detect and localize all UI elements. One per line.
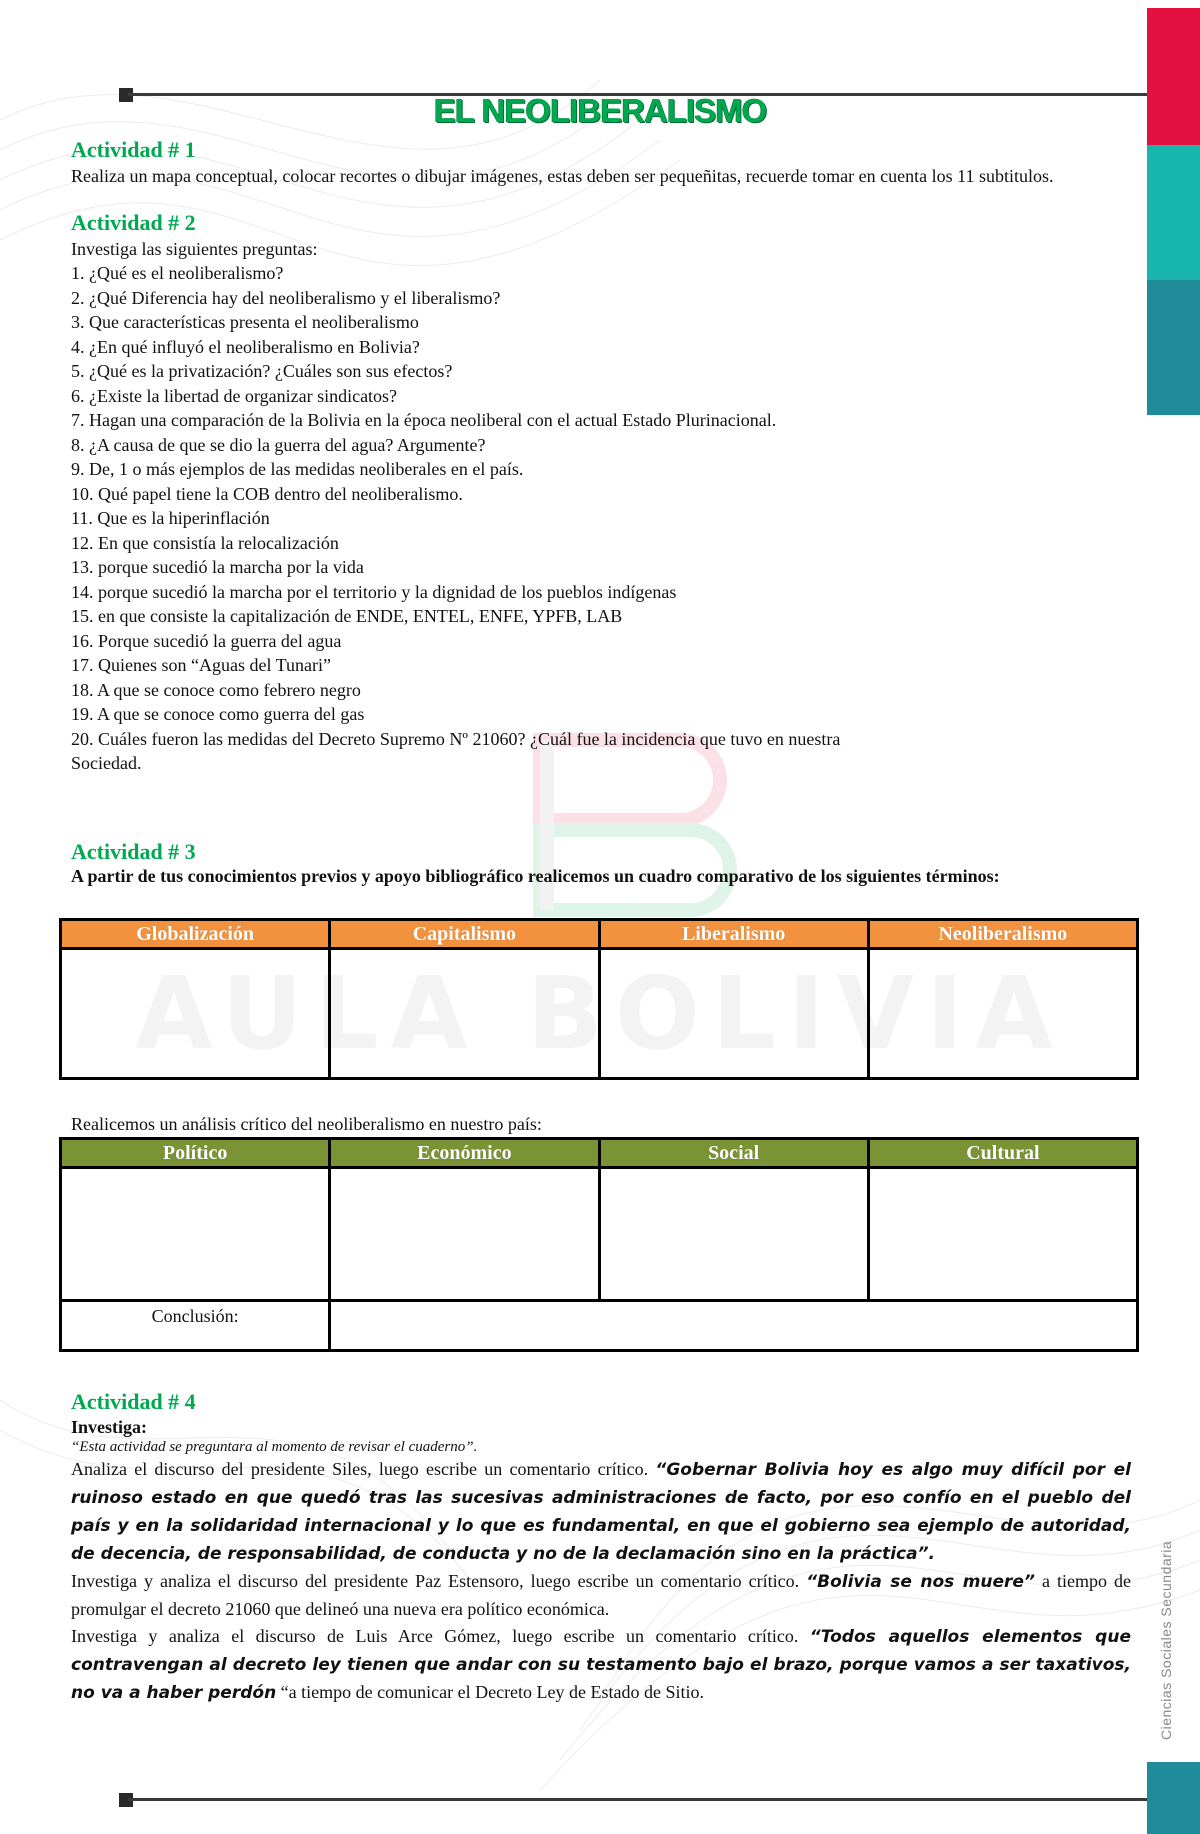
header-neoliberalismo: Neoliberalismo [868, 920, 1137, 949]
question-item: 13. porque sucedió la marcha por la vida [71, 557, 364, 577]
question-item: 5. ¿Qué es la privatización? ¿Cuáles son sus efectos? [71, 361, 453, 381]
table-cell[interactable] [61, 1168, 330, 1301]
side-label: Ciencias Sociales Secundaria [1158, 1540, 1174, 1740]
page-title: EL NEOLIBERALISMO [433, 92, 767, 129]
analysis-intro: Realicemos un análisis crítico del neoliberalismo en nuestro país: [71, 1114, 542, 1134]
question-item: 15. en que consiste la capitalización de ENDE, ENTEL, ENFE, YPFB, LAB [71, 606, 623, 626]
watermark: AULA BOLIVIA [135, 955, 1065, 1072]
question-item: 14. porque sucedió la marcha por el territorio y la dignidad de los pueblos indígenas [71, 581, 677, 602]
activity-3-heading: Actividad # 3 [71, 839, 196, 864]
table-cell[interactable] [599, 949, 868, 1079]
question-item: 19. A que se conoce como guerra del gas [71, 704, 365, 724]
question-item: 12. En que consistía la relocalización [71, 532, 339, 553]
question-item: 7. Hagan una comparación de la Bolivia en la época neoliberal con el actual Estado Plurinacional. [71, 410, 777, 430]
question-item: 16. Porque sucedió la guerra del agua [71, 630, 342, 651]
header-social: Social [599, 1139, 868, 1168]
sidebar-bottom-block [1147, 1762, 1200, 1834]
bottom-rule [128, 1798, 1147, 1801]
paragraph-1-quote: “Gobernar Bolivia hoy es algo muy difícil por el ruinoso estado en que quedó tras las sucesivas administraciones de facto, por eso confío en el pueblo del país y en la solidaridad internacional y lo que es fundamental, en que el gobierno sea ejemplo de autoridad, de decencia, de responsabilidad, de conducta y no de la declamación sino en la práctica”. [71, 1460, 1131, 1564]
header-capitalismo: Capitalismo [330, 920, 599, 949]
paragraph-2-quote: “Bolivia se nos muere” [806, 1572, 1035, 1592]
question-item: Sociedad. [71, 753, 142, 773]
header-cultural: Cultural [868, 1139, 1137, 1168]
question-item: 1. ¿Qué es el neoliberalismo? [71, 263, 284, 283]
question-item: 10. Qué papel tiene la COB dentro del neoliberalismo. [71, 483, 463, 504]
sidebar-teal-block [1147, 145, 1200, 280]
activity-4-subheading: Investiga: [71, 1417, 147, 1437]
table-cell[interactable] [868, 949, 1137, 1079]
question-item: 17. Quienes son “Aguas del Tunari” [71, 655, 331, 675]
paragraph-3-tail: “a tiempo de comunicar el Decreto Ley de Estado de Sitio. [276, 1682, 705, 1702]
activity-2-heading: Actividad # 2 [71, 209, 196, 235]
question-item: 6. ¿Existe la libertad de organizar sindicatos? [71, 385, 398, 406]
question-item: 2. ¿Qué Diferencia hay del neoliberalismo y el liberalismo? [71, 287, 501, 308]
header-globalizacion: Globalización [61, 920, 330, 949]
question-list [71, 261, 1133, 776]
question-item: 3. Que características presenta el neoliberalismo [71, 312, 419, 332]
question-item: 11. Que es la hiperinflación [71, 508, 270, 528]
paragraph-3-quote: “Todos aquellos elementos que contravengan al decreto ley tienen que andar con su testamento bajo el brazo, porque vamos a ser taxativos, no va a haber perdón [71, 1627, 1131, 1703]
activity-4-paragraph-3 [71, 1623, 1131, 1707]
table-cell[interactable] [61, 949, 330, 1079]
question-item: 4. ¿En qué influyó el neoliberalismo en Bolivia? [71, 336, 420, 357]
paragraph-2-lead: Investiga y analiza el discurso del presidente Paz Estensoro, luego escribe un comentario crítico. [71, 1571, 807, 1591]
activity-1-text: Realiza un mapa conceptual, colocar recortes o dibujar imágenes, estas deben ser pequeñitas, recuerde tomar en cuenta los 11 subtitulos. [71, 166, 1054, 186]
table-cell[interactable] [330, 949, 599, 1079]
activity-2-intro: Investiga las siguientes preguntas: [71, 238, 318, 259]
table-cell[interactable] [330, 1168, 599, 1301]
analysis-table [59, 1137, 1139, 1352]
table-cell[interactable] [599, 1168, 868, 1301]
comparison-table [59, 918, 1139, 1080]
activity-4-paragraph-2 [71, 1568, 1131, 1623]
activity-4-heading: Actividad # 4 [71, 1389, 196, 1414]
question-item: 18. A que se conoce como febrero negro [71, 679, 361, 700]
header-liberalismo: Liberalismo [599, 920, 868, 949]
conclusion-label: Conclusión: [151, 1306, 239, 1326]
question-item: 9. De, 1 o más ejemplos de las medidas neoliberales en el país. [71, 459, 524, 479]
sidebar-dark-teal-block [1147, 280, 1200, 415]
activity-4-note: “Esta actividad se preguntara al momento de revisar el cuaderno”. [71, 1439, 478, 1455]
conclusion-cell[interactable] [330, 1301, 1138, 1351]
paragraph-1-lead: Analiza el discurso del presidente Siles, luego escribe un comentario crítico. [71, 1459, 656, 1479]
conclusion-label-cell [61, 1301, 330, 1351]
header-economico: Económico [330, 1139, 599, 1168]
activity-4-paragraph-1 [71, 1456, 1131, 1568]
activity-1-heading: Actividad # 1 [71, 137, 196, 162]
question-item: 20. Cuáles fueron las medidas del Decreto Supremo Nº 21060? ¿Cuál fue la incidencia que tuvo en nuestra [71, 728, 841, 749]
table-cell[interactable] [868, 1168, 1137, 1301]
paragraph-3-lead: Investiga y analiza el discurso de Luis Arce Gómez, luego escribe un comentario crítico. [71, 1626, 810, 1646]
question-item: 8. ¿A causa de que se dio la guerra del agua? Argumente? [71, 434, 486, 455]
header-politico: Político [61, 1139, 330, 1168]
paragraph-2-tail: a tiempo de promulgar el decreto 21060 que delineó una nueva era político económica. [71, 1571, 1131, 1619]
activity-3-instruction: A partir de tus conocimientos previos y apoyo bibliográfico realicemos un cuadro comparativo de los siguientes términos: [71, 866, 1000, 886]
